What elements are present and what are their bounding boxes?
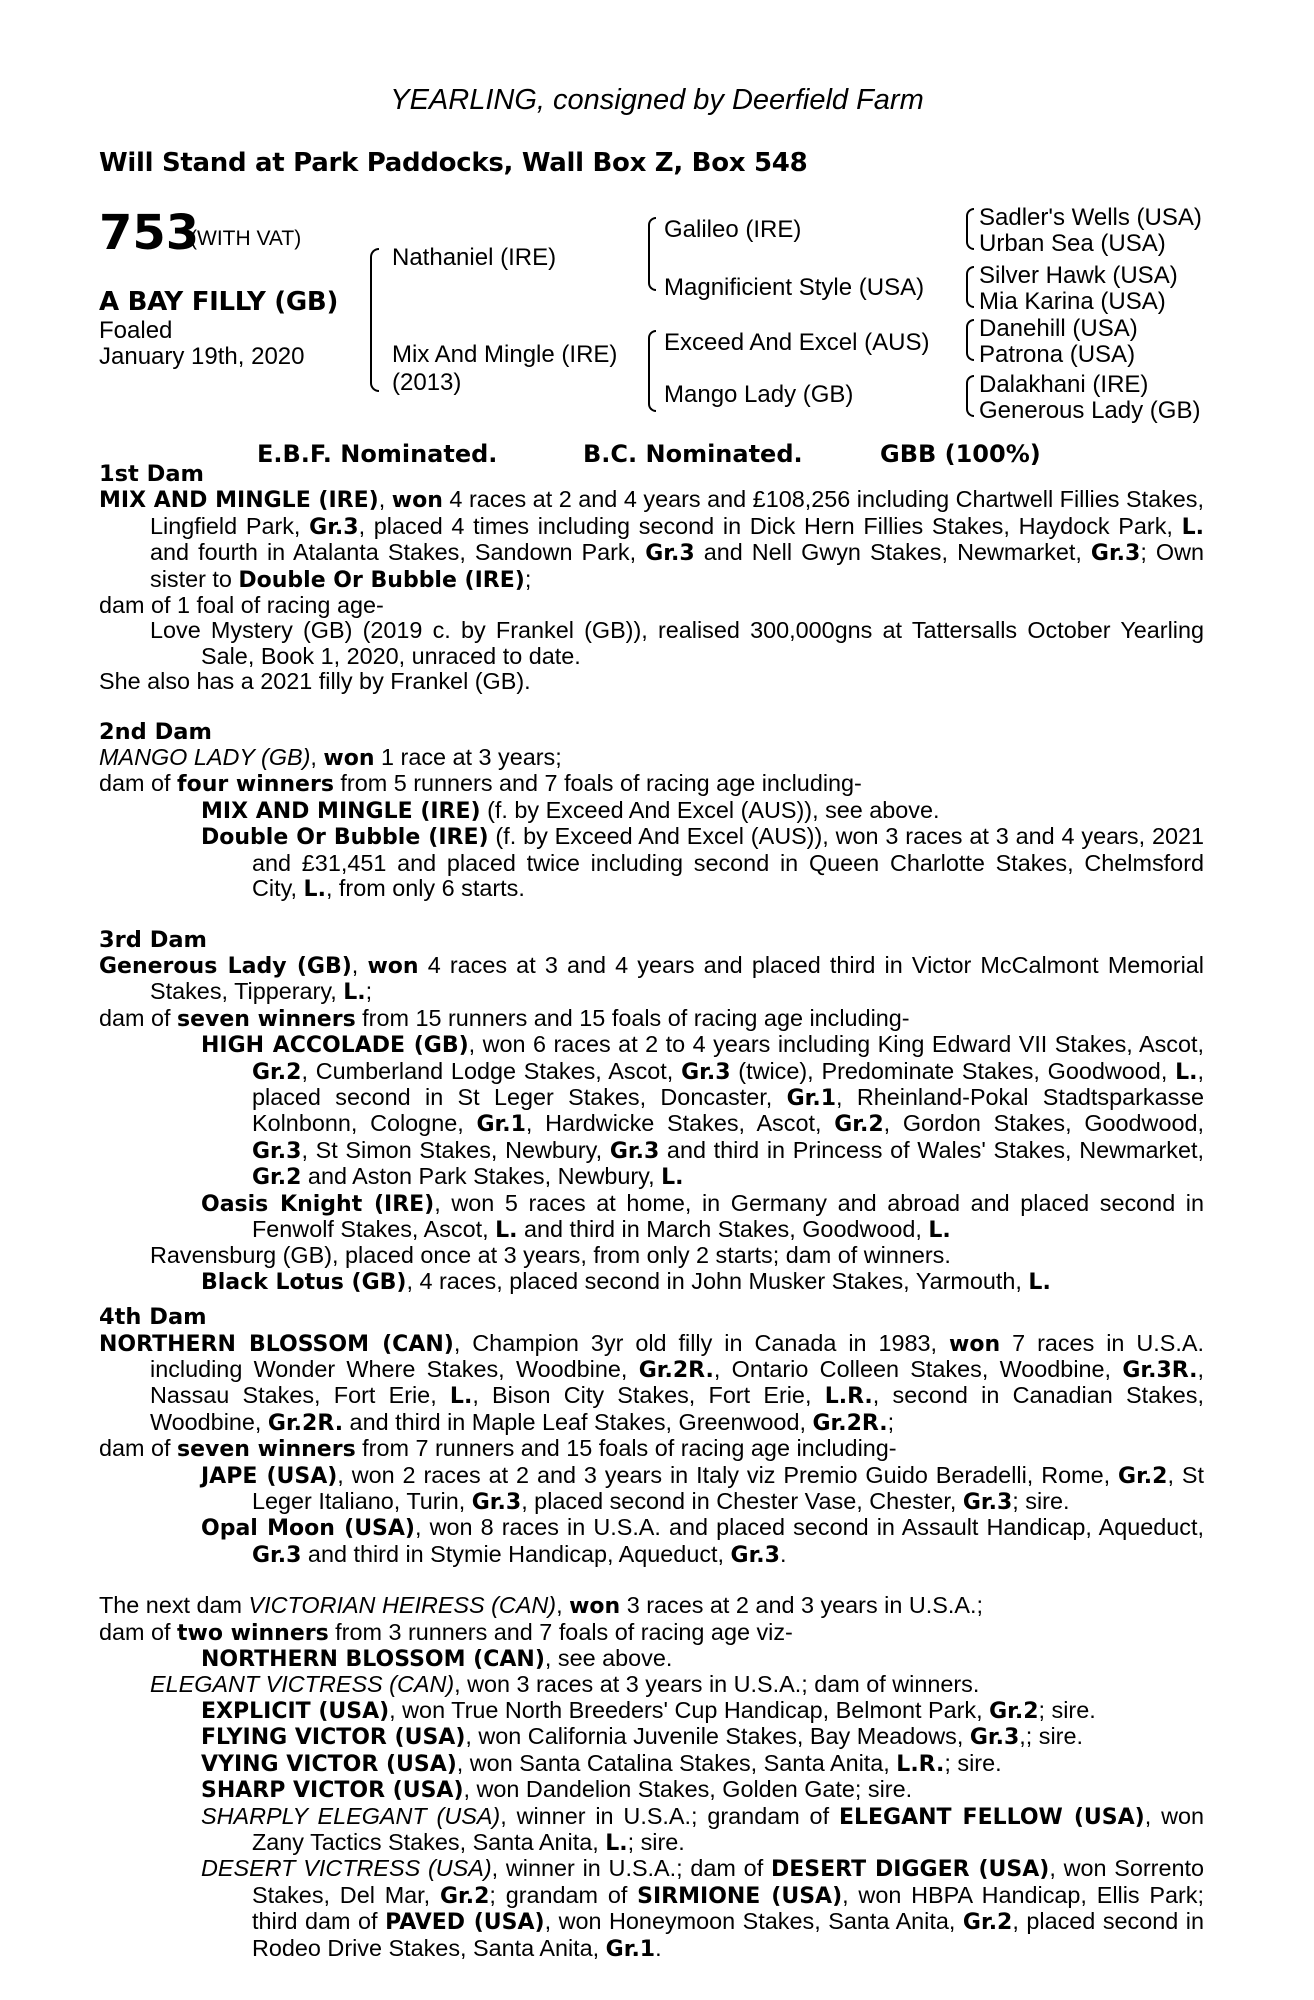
dam1-para: MIX AND MINGLE (IRE), won 4 races at 2 and 4 years and £108,256 including Chartwell Fillies Stakes, Lingfield Park, Gr.3, placed 4 times including second in Dick Hern Fillies Stakes, Haydock Park, L. and fourth in Atalanta Stakes, Sandown Park, Gr.3 and Nell Gwyn Stakes, Newmarket, Gr.3; Own sister to Double Or Bubble (IRE); — [99, 486, 1205, 593]
dam2-produce-item: Double Or Bubble (IRE) (f. by Exceed And Excel (AUS)), won 3 races at 3 and 4 years, 2021 and £31,451 and placed twice including second in Queen Charlotte Stakes, Chelmsford City, L., from only 6 starts. — [201, 823, 1204, 903]
pedigree-g3: Silver Hawk (USA) — [979, 262, 1178, 289]
pedigree-g1: Sadler's Wells (USA) — [979, 204, 1202, 231]
dam3-produce-item: Ravensburg (GB), placed once at 3 years, from only 2 starts; dam of winners. — [150, 1242, 951, 1269]
pedigree-g2: Urban Sea (USA) — [979, 230, 1166, 257]
pedigree-dam-year: (2013) — [392, 369, 462, 396]
catalogue-body — [99, 462, 1204, 1962]
pedigree-brace-dam — [648, 330, 656, 412]
lot-number: 753 — [99, 205, 200, 261]
pedigree-g7: Dalakhani (IRE) — [979, 371, 1149, 398]
dam3-produce-item: Black Lotus (GB), 4 races, placed second in John Musker Stakes, Yarmouth, L. — [201, 1267, 1051, 1295]
nextdam-produce-item: VYING VICTOR (USA), won Santa Catalina Stakes, Santa Anita, L.R.; sire. — [201, 1749, 1002, 1777]
dam2-produce-item: MIX AND MINGLE (IRE) (f. by Exceed And Excel (AUS)), see above. — [201, 796, 940, 824]
pedigree-brace-main — [370, 248, 379, 392]
pedigree-dam-sire: Exceed And Excel (AUS) — [664, 329, 930, 356]
dam4-produce-item: Opal Moon (USA), won 8 races in U.S.A. and placed second in Assault Handicap, Aqueduct, Gr.3 and third in Stymie Handicap, Aqueduct, Gr.3. — [201, 1514, 1204, 1568]
dam1-note: She also has a 2021 filly by Frankel (GB). — [99, 668, 531, 695]
page-title: YEARLING, consigned by Deerfield Farm — [390, 84, 924, 116]
nextdam-produce-item: FLYING VICTOR (USA), won California Juvenile Stakes, Bay Meadows, Gr.3,; sire. — [201, 1723, 1083, 1751]
nextdam-produce-item: SHARPLY ELEGANT (USA), winner in U.S.A.; grandam of ELEGANT FELLOW (USA), won Zany Tactics Stakes, Santa Anita, L.; sire. — [201, 1802, 1204, 1856]
pedigree-g6: Patrona (USA) — [979, 341, 1136, 368]
dam4-produce-intro: dam of seven winners from 7 runners and 15 foals of racing age including- — [99, 1435, 897, 1463]
pedigree-sire-sire: Galileo (IRE) — [664, 216, 802, 243]
nextdam-produce-item: ELEGANT VICTRESS (CAN), won 3 races at 3 years in U.S.A.; dam of winners. — [150, 1671, 980, 1698]
lot-description: A BAY FILLY (GB) — [99, 287, 339, 317]
dam2-produce-intro: dam of four winners from 5 runners and 7 foals of racing age including- — [99, 770, 862, 798]
bc-nomination: B.C. Nominated. — [583, 440, 803, 468]
dam2-heading: 2nd Dam — [99, 718, 212, 745]
nextdam-produce-item: EXPLICIT (USA), won True North Breeders' Cup Handicap, Belmont Park, Gr.2; sire. — [201, 1696, 1096, 1724]
dam3-produce-intro: dam of seven winners from 15 runners and 15 foals of racing age including- — [99, 1004, 910, 1032]
dam3-produce-item: HIGH ACCOLADE (GB), won 6 races at 2 to 4 years including King Edward VII Stakes, Ascot, Gr.2, Cumberland Lodge Stakes, Ascot, Gr.3 (twice), Predominate Stakes, Goodwood, L., placed second in St Leger Stakes, Doncaster, Gr.1, Rheinland-Pokal Stadtsparkasse Kolnbonn, Cologne, Gr.1, Hardwicke Stakes, Ascot, Gr.2, Gordon Stakes, Goodwood, Gr.3, St Simon Stakes, Newbury, Gr.3 and third in Princess of Wales' Stakes, Newmarket, Gr.2 and Aston Park Stakes, Newbury, L. — [201, 1031, 1205, 1191]
pedigree-g8: Generous Lady (GB) — [979, 397, 1201, 424]
pedigree-dam: Mix And Mingle (IRE) — [392, 341, 618, 368]
dam3-para: Generous Lady (GB), won 4 races at 3 and 4 years and placed third in Victor McCalmont Memorial Stakes, Tipperary, L.; — [99, 951, 1205, 1006]
pedigree-brace-g1 — [966, 208, 974, 250]
foaled-label: Foaled — [99, 317, 173, 344]
pedigree-brace-sire — [648, 217, 656, 291]
pedigree-brace-g2 — [966, 266, 974, 308]
dam4-produce-item: JAPE (USA), won 2 races at 2 and 3 years in Italy viz Premio Guido Beradelli, Rome, Gr.2, St Leger Italiano, Turin, Gr.3, placed second in Chester Vase, Chester, Gr.3; sire. — [201, 1461, 1204, 1516]
nextdam-produce-intro: dam of two winners from 3 runners and 7 foals of racing age viz- — [99, 1618, 793, 1646]
dam2-para: MANGO LADY (GB), won 1 race at 3 years; — [99, 744, 562, 772]
dam1-produce-intro: dam of 1 foal of racing age- — [99, 592, 384, 619]
pedigree-brace-g3 — [966, 319, 974, 361]
gbb-note: GBB (100%) — [880, 440, 1041, 468]
pedigree-g4: Mia Karina (USA) — [979, 288, 1166, 315]
pedigree-dam-dam: Mango Lady (GB) — [664, 381, 854, 408]
pedigree-sire-dam: Magnificient Style (USA) — [664, 274, 925, 301]
dam1-produce-item: Love Mystery (GB) (2019 c. by Frankel (GB)), realised 300,000gns at Tattersalls October Yearling Sale, Book 1, 2020, unraced to date. — [150, 617, 1204, 669]
pedigree-g5: Danehill (USA) — [979, 315, 1138, 342]
nextdam-para: The next dam VICTORIAN HEIRESS (CAN), won 3 races at 2 and 3 years in U.S.A.; — [99, 1592, 983, 1620]
dam4-heading: 4th Dam — [99, 1304, 207, 1331]
nextdam-produce-item: DESERT VICTRESS (USA), winner in U.S.A.; dam of DESERT DIGGER (USA), won Sorrento Stakes, Del Mar, Gr.2; grandam of SIRMIONE (USA), won HBPA Handicap, Ellis Park; third dam of PAVED (USA), won Honeymoon Stakes, Santa Anita, Gr.2, placed second in Rodeo Drive Stakes, Santa Anita, Gr.1. — [201, 1855, 1204, 1962]
dam3-heading: 3rd Dam — [99, 926, 207, 953]
foaled-date: January 19th, 2020 — [99, 343, 305, 370]
nextdam-produce-item: NORTHERN BLOSSOM (CAN), see above. — [201, 1645, 673, 1673]
dam1-heading: 1st Dam — [99, 461, 204, 487]
dam3-produce-item: Oasis Knight (IRE), won 5 races at home, in Germany and abroad and placed second in Fenwolf Stakes, Ascot, L. and third in March Stakes, Goodwood, L. — [201, 1189, 1205, 1243]
nextdam-produce-item: SHARP VICTOR (USA), won Dandelion Stakes, Golden Gate; sire. — [201, 1776, 913, 1804]
vat-note: (WITH VAT) — [190, 227, 302, 250]
ebf-nomination: E.B.F. Nominated. — [257, 440, 498, 468]
dam4-para: NORTHERN BLOSSOM (CAN), Champion 3yr old filly in Canada in 1983, won 7 races in U.S.A. including Wonder Where Stakes, Woodbine, Gr.2R., Ontario Colleen Stakes, Woodbine, Gr.3R., Nassau Stakes, Fort Erie, L., Bison City Stakes, Fort Erie, L.R., second in Canadian Stakes, Woodbine, Gr.2R. and third in Maple Leaf Stakes, Greenwood, Gr.2R.; — [99, 1329, 1204, 1436]
pedigree-brace-g4 — [966, 375, 974, 417]
pedigree-sire: Nathaniel (IRE) — [392, 244, 557, 271]
stand-location: Will Stand at Park Paddocks, Wall Box Z, Box 548 — [99, 148, 808, 178]
